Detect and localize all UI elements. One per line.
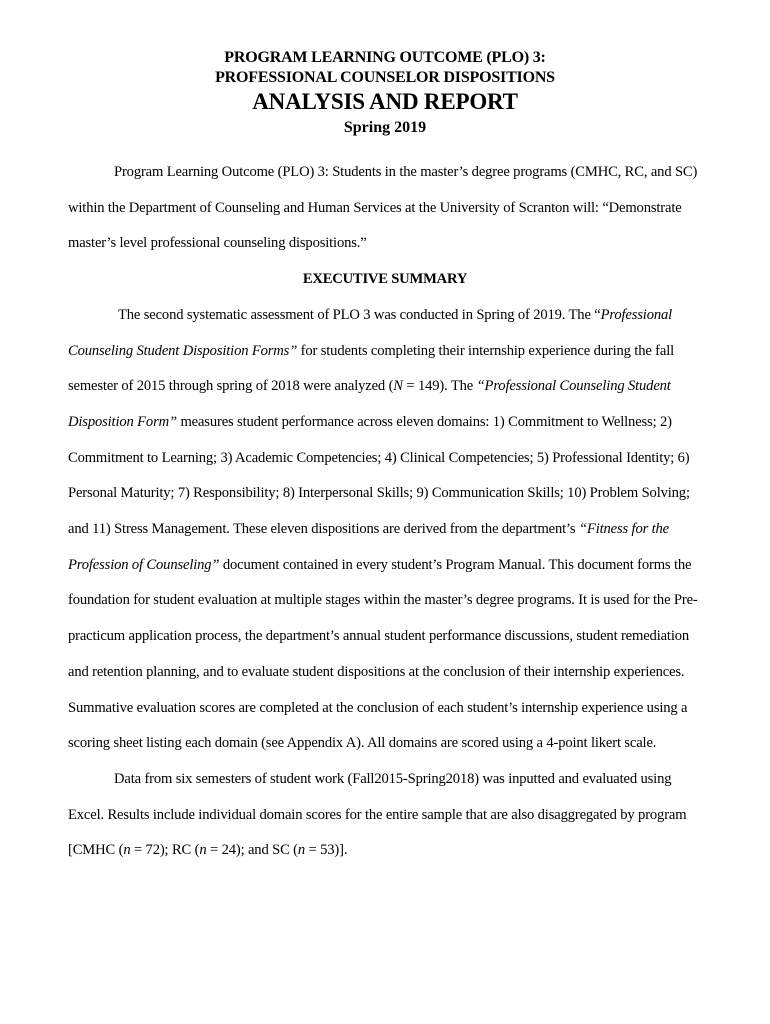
summary-p1-text-e: = 149). The [402,378,477,395]
summary-p2-italic-n3: n [297,842,306,859]
title-line-2: PROFESSIONAL COUNSELOR DISPOSITIONS [215,69,555,86]
summary-p1-text-a: The second systematic assessment of PLO 3 was conducted in Spring of 2019. The “ [118,306,601,323]
summary-p2-text-c: = 24); and SC ( [206,842,298,859]
summary-p2-italic-n2: n [199,842,207,859]
summary-paragraph-2 [68,762,702,869]
summary-p1-text-i: document contained in every student’s Program Manual. This document forms the foundation for student evaluation at multiple stages within the master’s degree programs. It is used for the Pre-practicum application process, the department’s annual student performance discussions, student remediation and retention planning, and to evaluate student dispositions at the conclusion of their internship experiences. Summative evaluation scores are completed at the conclusion of each student’s internship experience using a scoring sheet listing each domain (see Appendix A). All domains are scored using a 4-point likert scale. [68,556,698,752]
section-heading-executive-summary: EXECUTIVE SUMMARY [302,271,468,288]
intro-paragraph: Program Learning Outcome (PLO) 3: Students in the master’s degree programs (CMHC, RC, and SC) within the Department of Counseling and Human Services at the University of Scranton will: “Demonstrate master’s level professional counseling dispositions.” [68,164,698,252]
summary-p1-italic-fitness-doc: “Fitness for the Profession of Counseling” [68,521,669,573]
summary-p1-italic-form-title: Professional Counseling Student Disposition Forms” [68,306,673,359]
title-term: Spring 2019 [343,119,427,136]
title-block [68,48,702,138]
summary-p1-italic-N: N [393,378,403,395]
summary-p1-text-g: measures student performance across eleven domains: 1) Commitment to Wellness; 2) Commitment to Learning; 3) Academic Competencies; 4) Clinical Competencies; 5) Professional Identity; 6) Personal Maturity; 7) Responsibility; 8) Interpersonal Skills; 9) Communication Skills; 10) Problem Solving; and 11) Stress Management. These eleven dispositions are derived from the department’s [68,413,690,538]
title-line-1: PROGRAM LEARNING OUTCOME (PLO) 3: [224,49,546,66]
title-line-3: ANALYSIS AND REPORT [252,89,518,114]
summary-p2-text-b: = 72); RC ( [130,842,200,859]
summary-p1-text-c: for students completing their internship experience during the fall semester of 2015 through spring of 2018 were analyzed ( [68,342,675,395]
summary-p1-italic-form-name: “Professional Counseling Student Disposition Form” [68,378,671,430]
summary-p2-italic-n1: n [123,842,131,859]
summary-p2-text-a: Data from six semesters of student work (Fall2015-Spring2018) was inputted and evaluated using Excel. Results include individual domain scores for the entire sample that are also disaggregated by program [CMHC ( [68,770,687,859]
summary-p2-text-d: = 53)]. [305,842,348,859]
summary-paragraph-1 [68,298,702,762]
